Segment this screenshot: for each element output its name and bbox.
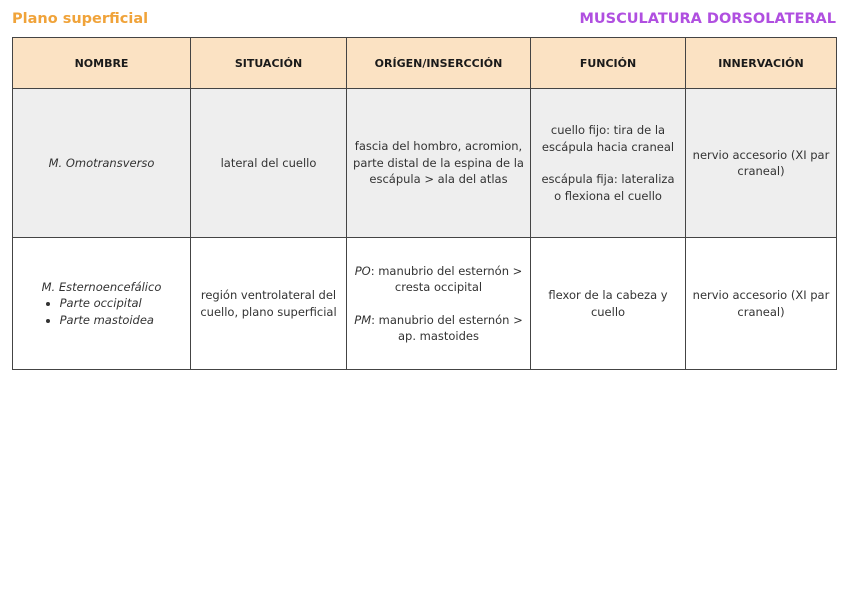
funcion-line: escápula fija: lateraliza o flexiona el cuello [541, 172, 675, 203]
muscle-parts-list [42, 295, 162, 328]
cell-innervacion: nervio accesorio (XI par craneal) [686, 238, 837, 370]
table-header-row [13, 38, 837, 89]
cell-origen: fascia del hombro, acromion, parte distal de la espina de la escápula > ala del atlas [347, 89, 531, 238]
po-label: PO [354, 263, 371, 278]
cell-funcion [531, 89, 686, 238]
pm-label: PM [354, 312, 372, 327]
column-header-funcion: FUNCIÓN [531, 38, 686, 89]
list-item: • Parte mastoidea [60, 312, 162, 329]
cell-nombre [13, 238, 191, 370]
table-row [13, 89, 837, 238]
funcion-line: cuello fijo: tira de la escápula hacia craneal [541, 123, 675, 154]
muscle-name: M. Esternoencefálico [41, 279, 162, 294]
origen-pm [353, 312, 524, 345]
column-header-innervacion: INNERVACIÓN [686, 38, 837, 89]
cell-innervacion: nervio accesorio (XI par craneal) [686, 89, 837, 238]
document-title: MUSCULATURA DORSOLATERAL [579, 11, 836, 27]
po-text: : manubrio del esternón > cresta occipital [370, 263, 523, 294]
column-header-situacion: SITUACIÓN [191, 38, 347, 89]
cell-funcion: flexor de la cabeza y cuello [531, 238, 686, 370]
table-row [13, 238, 837, 370]
list-item: • Parte occipital [60, 295, 162, 312]
origen-po [353, 263, 524, 296]
section-title: Plano superficial [12, 11, 149, 27]
cell-situacion: lateral del cuello [191, 89, 347, 238]
muscle-name-list [42, 279, 162, 329]
cell-nombre [13, 89, 191, 238]
pm-text: : manubrio del esternón > ap. mastoides [371, 312, 523, 343]
muscle-name: M. Omotransverso [48, 155, 155, 170]
cell-origen [347, 238, 531, 370]
column-header-nombre: NOMBRE [13, 38, 191, 89]
column-header-origen: ORÍGEN/INSERCCIÓN [347, 38, 531, 89]
muscle-table [12, 37, 837, 370]
cell-situacion: región ventrolateral del cuello, plano superficial [191, 238, 347, 370]
